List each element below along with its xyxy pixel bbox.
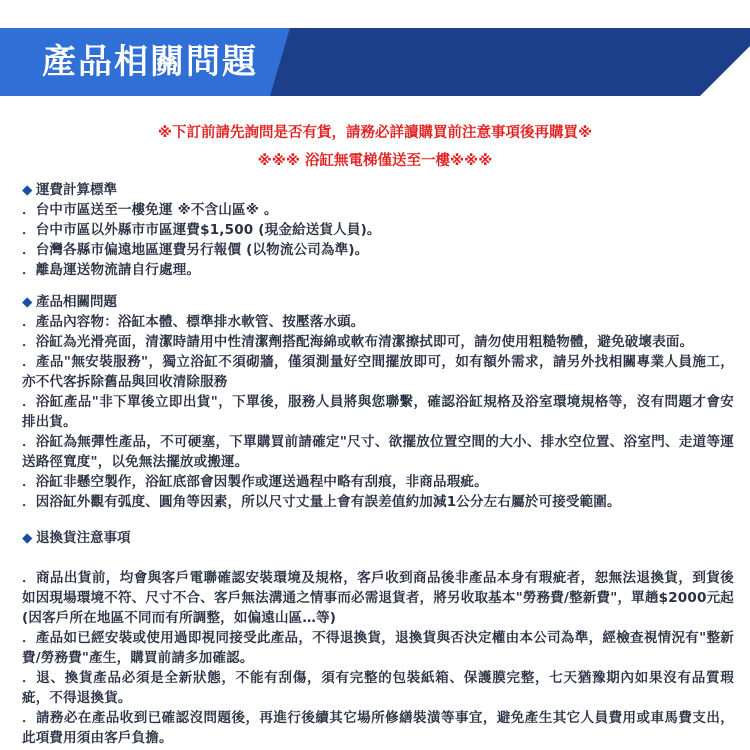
product-list <box>22 312 734 512</box>
diamond-icon: ◆ <box>22 182 33 198</box>
product-heading-text: 產品相關問題 <box>36 294 117 310</box>
product-section <box>22 292 734 512</box>
title-banner <box>0 28 750 96</box>
shipping-heading-text: 運費計算標準 <box>36 182 117 198</box>
list-item: ．浴缸非懸空製作，浴缸底部會因製作或運送過程中略有刮痕，非商品瑕疵。 <box>22 474 488 490</box>
shipping-list <box>22 200 734 280</box>
returns-section <box>22 528 734 748</box>
notice-block <box>0 119 750 175</box>
list-item: ．退、換貨產品必須是全新狀態，不能有刮傷，須有完整的包裝紙箱、保護膜完整，七天猶豫期內如果沒有品質瑕疵，不得退換貨。 <box>22 670 734 706</box>
returns-heading-text: 退換貨注意事項 <box>36 530 131 546</box>
diamond-icon: ◆ <box>22 294 33 310</box>
delivery-notice: ※※※ 浴缸無電梯僅送至一樓※※※ <box>257 153 493 169</box>
list-item: ．請務必在產品收到已確認沒問題後，再進行後續其它場所修繕裝潢等事宜，避免產生其它人員費用或車馬費支出，此項費用須由客戶負擔。 <box>22 710 734 746</box>
page-title: 產品相關問題 <box>42 42 258 82</box>
diamond-icon: ◆ <box>22 530 33 546</box>
list-item: ．產品如已經安裝或使用過即視同接受此產品，不得退換貨，退換貨與否決定權由本公司為準，經檢查視情況有"整新費/勞務費"產生，購買前請多加確認。 <box>22 630 734 666</box>
list-item: ．浴缸產品"非下單後立即出貨"，下單後，服務人員將與您聯繫，確認浴缸規格及浴室環境規格等，沒有問題才會安排出貨。 <box>22 394 734 430</box>
shipping-section <box>22 180 734 280</box>
list-item: ．離島運送物流請自行處理。 <box>22 262 201 278</box>
list-item: ．浴缸為無彈性產品，不可硬塞，下單購買前請確定"尺寸、欲擺放位置空間的大小、排水空位置、浴室門、走道等運送路徑寬度"，以免無法擺放或搬運。 <box>22 434 734 470</box>
list-item: ．台灣各縣市偏遠地區運費另行報價 (以物流公司為準)。 <box>22 242 369 258</box>
list-item: ．浴缸為光滑亮面，清潔時請用中性清潔劑搭配海綿或軟布清潔擦拭即可，請勿使用粗糙物體，避免破壞表面。 <box>22 334 694 350</box>
list-item: ．產品內容物：浴缸本體、標準排水軟管、按壓落水頭。 <box>22 314 365 330</box>
list-item: ．因浴缸外觀有弧度、圓角等因素，所以尺寸丈量上會有誤差值約加減1公分左右屬於可接受範圍。 <box>22 494 621 510</box>
shipping-heading <box>22 180 734 200</box>
returns-heading <box>22 528 734 548</box>
list-item: ．商品出貨前，均會與客戶電聯確認安裝環境及規格，客戶收到商品後非產品本身有瑕疵者，恕無法退換貨，到貨後如因現場環境不符、尺寸不合、客戶無法溝通之情事而必需退貨者，將另收取基本"勞務費/整新費"，單趟$2000元起(因客戶所在地區不同而有所調整，如偏遠山區…等) <box>22 570 734 626</box>
list-item: ．產品"無安裝服務"，獨立浴缸不須砌牆，僅須測量好空間擺放即可，如有額外需求，請另外找相關專業人員施工，亦不代客拆除舊品與回收清除服務 <box>22 354 734 390</box>
list-item: ．台中市區以外縣市市區運費$1,500 (現金給送貨人員)。 <box>22 222 381 238</box>
list-item: ．台中市區送至一樓免運 ※不含山區※ 。 <box>22 202 278 218</box>
product-heading <box>22 292 734 312</box>
returns-list <box>22 568 734 748</box>
order-notice: ※下訂前請先詢問是否有貨，請務必詳讀購買前注意事項後再購買※ <box>157 125 593 141</box>
